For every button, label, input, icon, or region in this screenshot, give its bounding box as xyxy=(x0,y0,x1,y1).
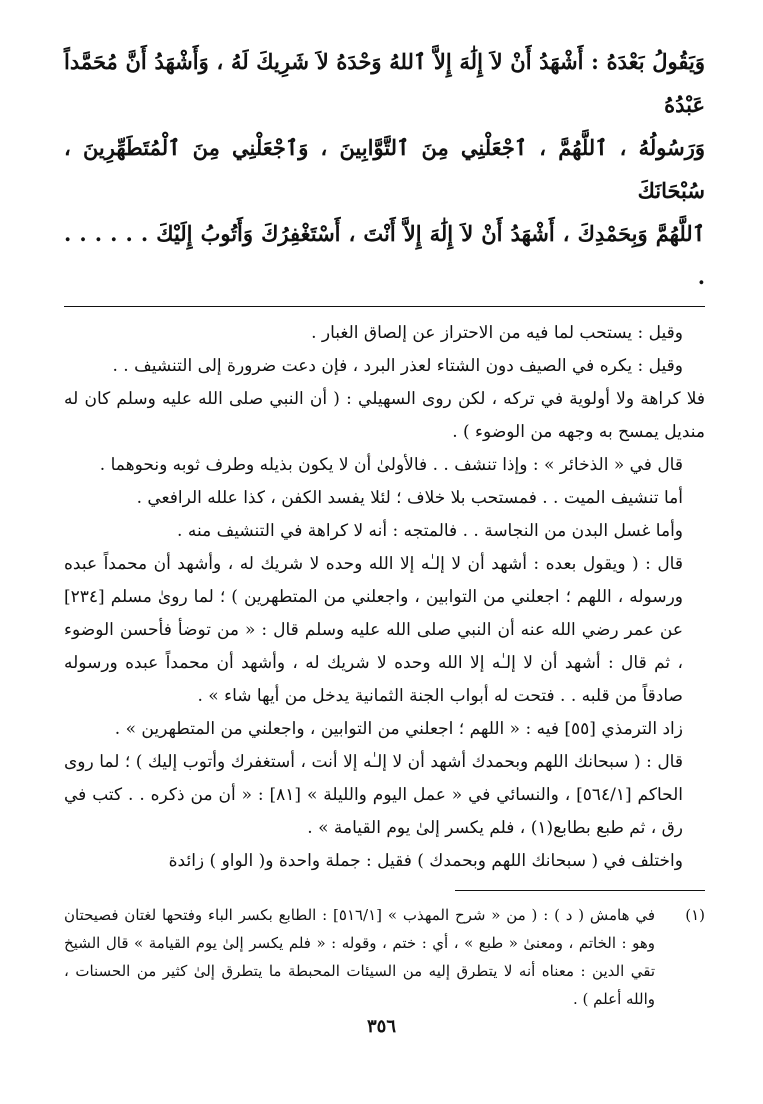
paragraph: أما تنشيف الميت . . فمستحب بلا خلاف ؛ لئلا يفسد الكفن ، كذا علله الرافعي . xyxy=(136,488,683,508)
matn-line-1: وَيَقُولُ بَعْدَهُ : أَشْهَدُ أَنْ لاَ إِلَٰهَ إِلاَّ ٱللهُ وَحْدَهُ لاَ شَرِيكَ لَهُ ، وَأَشْهَدُ أَنَّ مُحَمَّداً عَبْدُهُ xyxy=(64,49,705,117)
paragraph: وقيل : يكره في الصيف دون الشتاء لعذر البرد ، فإن دعت ضرورة إلى التنشيف . . xyxy=(112,356,683,376)
paragraph: واختلف في ( سبحانك اللهم وبحمدك ) فقيل : جملة واحدة و( الواو ) زائدة xyxy=(168,851,683,871)
footnote-number: (١) xyxy=(685,906,705,924)
page-number: ٣٥٦ xyxy=(366,1016,396,1037)
matn-block xyxy=(64,40,705,298)
commentary-body xyxy=(64,317,705,878)
matn-line-2: وَرَسُولُهُ ، ٱللَّهُمَّ ، ٱجْعَلْنِي مِنَ ٱلتَّوَّابِينَ ، وَٱجْعَلْنِي مِنَ ٱلْمُتَطَهِّرِينَ ، سُبْحَانَكَ xyxy=(64,135,705,203)
paragraph: قال في « الذخائر » : وإذا تنشف . . فالأولىٰ أن لا يكون بذيله وطرف ثوبه ونحوهما . xyxy=(99,455,683,475)
footnote-separator xyxy=(455,890,705,891)
paragraph: وقيل : يستحب لما فيه من الاحتراز عن إلصاق الغبار . xyxy=(311,323,683,343)
paragraph: وأما غسل البدن من النجاسة . . فالمتجه : أنه لا كراهة في التنشيف منه . xyxy=(177,521,683,541)
paragraph: زاد الترمذي [٥٥] فيه : « اللهم ؛ اجعلني من التوابين ، واجعلني من المتطهرين » . xyxy=(114,719,683,739)
paragraph: فلا كراهة ولا أولوية في تركه ، لكن روى السهيلي : ( أن النبي صلى الله عليه وسلم كان له منديل يمسح به وجهه من الوضوء ) . xyxy=(64,389,705,442)
footnote-text: في هامش ( د ) : ( من « شرح المهذب » [٥١٦/١] : الطابع بكسر الباء وفتحها لغتان فصيحتان وهو : الخاتم ، ومعنىٰ « طبع » ، أي : ختم ، وقوله : « فلم يكسر إلىٰ يوم القيامة » قال الشيخ تقي الدين : معناه أنه لا يتطرق إليه من السيئات المحبطة ما يتطرق إلىٰ كثير من الحسنات ، والله أعلم ) . xyxy=(64,906,655,1008)
footnote xyxy=(64,901,705,1013)
matn-separator xyxy=(64,306,705,307)
paragraph: قال : ( سبحانك اللهم وبحمدك أشهد أن لا إلـٰه إلا أنت ، أستغفرك وأتوب إليك ) ؛ لما روى الحاكم [٥٦٤/١] ، والنسائي في « عمل اليوم والليلة » [٨١] : « أن من ذكره . . كتب في رق ، ثم طبع بطابع(١) ، فلم يكسر إلىٰ يوم القيامة » . xyxy=(64,752,684,838)
paragraph: قال : ( ويقول بعده : أشهد أن لا إلـٰه إلا الله وحده لا شريك له ، وأشهد أن محمداً عبده ورسوله ، اللهم ؛ اجعلني من التوابين ، واجعلني من المتطهرين ) ؛ لما روىٰ مسلم [٢٣٤] عن عمر رضي الله عنه أن النبي صلى الله عليه وسلم قال : « من توضأ فأحسن الوضوء ، ثم قال : أشهد أن لا إلـٰه إلا الله وحده لا شريك له ، وأشهد أن محمداً عبده ورسوله صادقاً من قلبه . . فتحت له أبواب الجنة الثمانية يدخل من أيها شاء » . xyxy=(64,554,683,706)
matn-line-3: ٱللَّهُمَّ وَبِحَمْدِكَ ، أَشْهَدُ أَنْ لاَ إِلَٰهَ إِلاَّ أَنْتَ ، أَسْتَغْفِرُكَ وَأَتُوبُ إِلَيْكَ . . . . . . . xyxy=(64,221,705,289)
